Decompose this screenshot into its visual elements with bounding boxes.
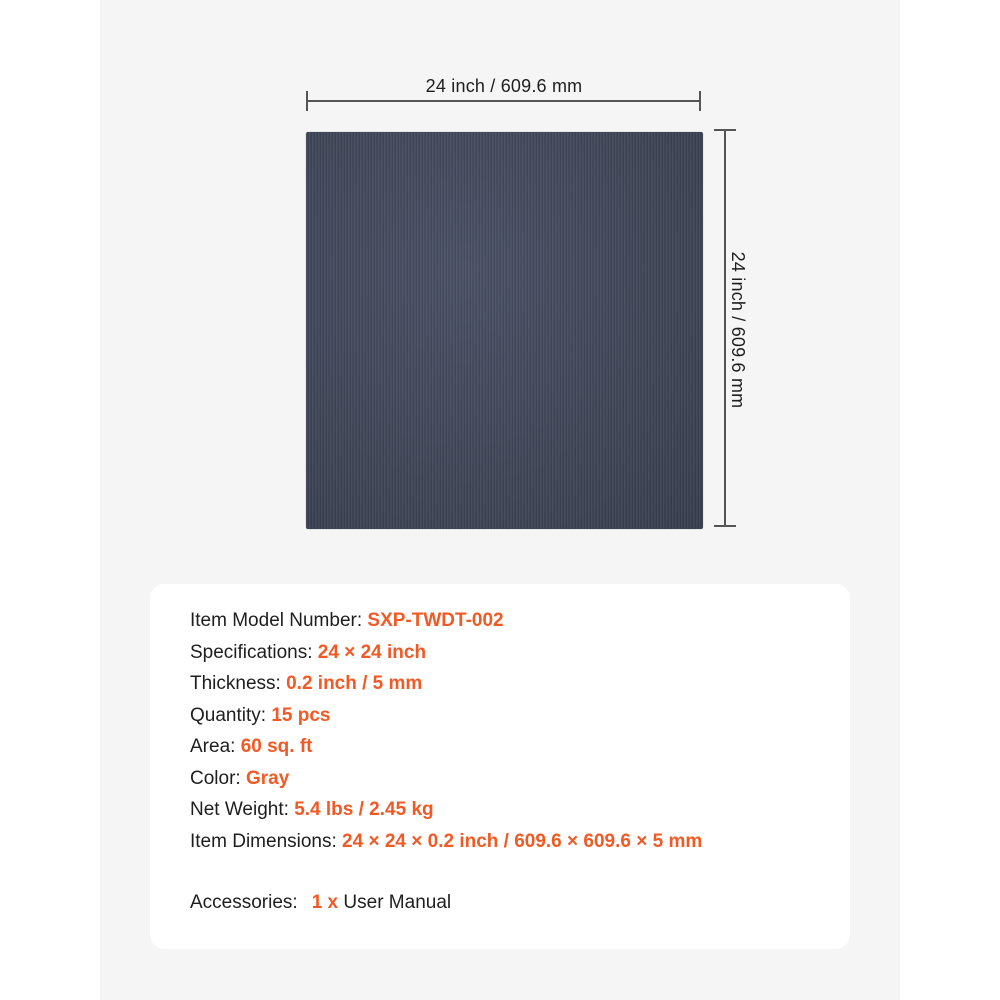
spec-value: 15 pcs — [271, 704, 331, 726]
spec-label: Area: — [190, 736, 241, 757]
accessories-label: Accessories: — [190, 892, 298, 913]
spec-list — [190, 608, 702, 860]
spec-label: Color: — [190, 767, 246, 789]
spec-value: 60 sq. ft — [240, 736, 313, 757]
spec-label: Item Dimensions: — [190, 830, 343, 852]
spec-label: Net Weight: — [190, 799, 295, 820]
width-dimension-cap-left — [306, 91, 308, 111]
height-dimension-label: 24 inch / 609.6 mm — [728, 251, 748, 409]
accessories-item: User Manual — [338, 892, 452, 913]
spec-row-quantity — [190, 703, 702, 735]
spec-value: 24 × 24 × 0.2 inch / 609.6 × 609.6 × 5 mm — [342, 830, 703, 852]
spec-value: 5.4 lbs / 2.45 kg — [294, 799, 434, 820]
spec-row-item-dimensions — [190, 829, 702, 861]
spec-label: Quantity: — [190, 704, 272, 726]
width-dimension-line — [307, 100, 701, 102]
spec-row-color — [190, 766, 702, 798]
accessories-row — [190, 892, 451, 914]
accessories-quantity: 1 x — [311, 892, 339, 913]
spec-label: Item Model Number: — [190, 610, 368, 631]
width-dimension-cap-right — [699, 91, 701, 111]
spec-value: 0.2 inch / 5 mm — [286, 673, 423, 694]
spec-row-thickness — [190, 671, 702, 703]
carpet-tile-image — [306, 132, 703, 529]
spec-row-net-weight — [190, 797, 702, 829]
height-dimension-cap-bottom — [714, 525, 736, 527]
spec-row-area — [190, 734, 702, 766]
width-dimension-label: 24 inch / 609.6 mm — [425, 76, 583, 96]
height-dimension-cap-top — [714, 129, 736, 131]
spec-label: Specifications: — [190, 641, 318, 663]
spec-row-model — [190, 608, 702, 640]
spec-row-specifications — [190, 640, 702, 672]
spec-value: 24 × 24 inch — [317, 641, 427, 663]
spec-label: Thickness: — [190, 673, 287, 694]
spec-value: Gray — [245, 767, 290, 789]
spec-value: SXP-TWDT-002 — [367, 610, 504, 631]
